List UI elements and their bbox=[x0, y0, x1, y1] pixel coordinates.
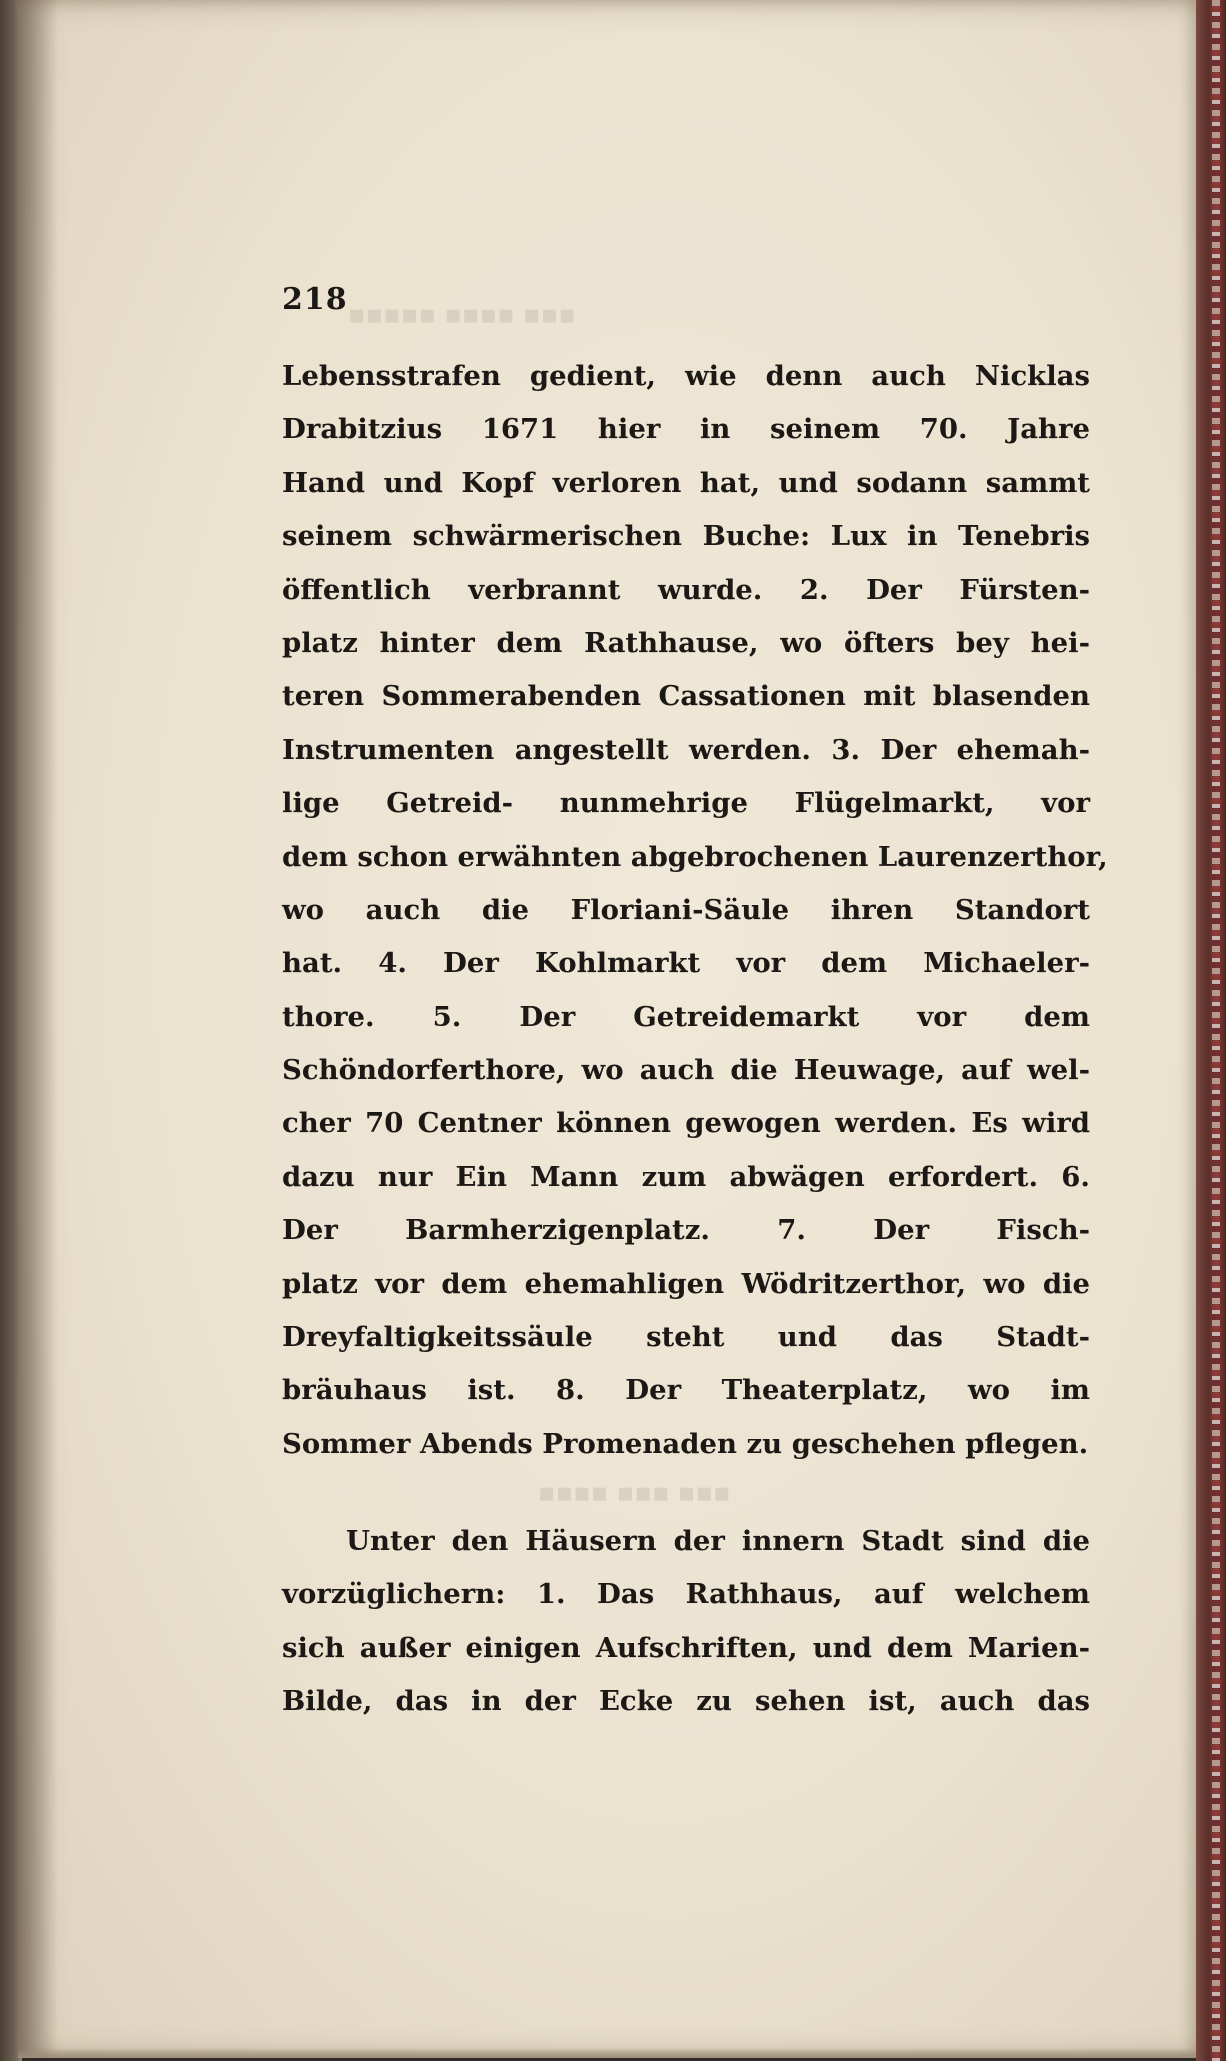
text-line: thore. 5. Der Getreidemarkt vor dem bbox=[282, 1000, 1090, 1033]
text-line: teren Sommerabenden Cassationen mit blasenden bbox=[282, 680, 1090, 713]
text-line: wo auch die Floriani-Säule ihren Standort bbox=[282, 893, 1090, 926]
text-line: Instrumenten angestellt werden. 3. Der ehemah- bbox=[282, 733, 1090, 766]
book-cover-edge bbox=[1196, 0, 1226, 2061]
text-line: Dreyfaltigkeitssäule steht und das Stadt- bbox=[282, 1321, 1090, 1354]
text-line: Schöndorferthore, wo auch die Heuwage, auf wel- bbox=[282, 1054, 1090, 1087]
paragraph bbox=[282, 1515, 1090, 1729]
text-line: sich außer einigen Aufschriften, und dem Marien- bbox=[282, 1631, 1090, 1664]
book-page bbox=[18, 0, 1198, 2058]
text-line: vorzüglichern: 1. Das Rathhaus, auf welchem bbox=[282, 1578, 1090, 1611]
text-line: Sommer Abends Promenaden zu geschehen pflegen. bbox=[282, 1427, 1089, 1460]
show-through-text: ▪▪▪ ▪▪▪ ▪▪▪▪ bbox=[538, 1478, 731, 1508]
text-line: lige Getreid- nunmehrige Flügelmarkt, vor bbox=[282, 787, 1090, 820]
text-line: platz hinter dem Rathhause, wo öfters bey hei- bbox=[282, 626, 1090, 659]
text-line: öffentlich verbrannt wurde. 2. Der Fürsten- bbox=[282, 573, 1090, 606]
text-line: dem schon erwähnten abgebrochenen Laurenzerthor, bbox=[282, 840, 1108, 873]
page-bottom-edge bbox=[18, 2048, 1196, 2058]
text-line: hat. 4. Der Kohlmarkt vor dem Michaeler- bbox=[282, 947, 1090, 980]
text-line: Drabitzius 1671 hier in seinem 70. Jahre bbox=[282, 413, 1090, 446]
text-line: Der Barmherzigenplatz. 7. Der Fisch- bbox=[282, 1214, 1090, 1247]
text-line: dazu nur Ein Mann zum abwägen erfordert. 6. bbox=[282, 1160, 1090, 1193]
binding-textile bbox=[1212, 0, 1220, 2061]
show-through-text: ▪▪▪ ▪▪▪▪ ▪▪▪▪▪ bbox=[348, 300, 576, 330]
text-line: platz vor dem ehemahligen Wödritzerthor, wo die bbox=[282, 1267, 1090, 1300]
text-line: Unter den Häusern der innern Stadt sind die bbox=[346, 1525, 1090, 1557]
text-line: cher 70 Centner können gewogen werden. Es wird bbox=[282, 1107, 1090, 1140]
text-line: Lebensstrafen gedient, wie denn auch Nicklas bbox=[282, 360, 1090, 392]
text-line: seinem schwärmerischen Buche: Lux in Tenebris bbox=[282, 520, 1090, 553]
text-line: bräuhaus ist. 8. Der Theaterplatz, wo im bbox=[282, 1374, 1090, 1407]
text-line: Hand und Kopf verloren hat, und sodann sammt bbox=[282, 466, 1090, 499]
page-number: 218 bbox=[282, 282, 348, 317]
paragraph bbox=[282, 350, 1108, 1471]
text-line: Bilde, das in der Ecke zu sehen ist, auch das bbox=[282, 1685, 1090, 1718]
gutter-shadow bbox=[18, 0, 58, 2058]
